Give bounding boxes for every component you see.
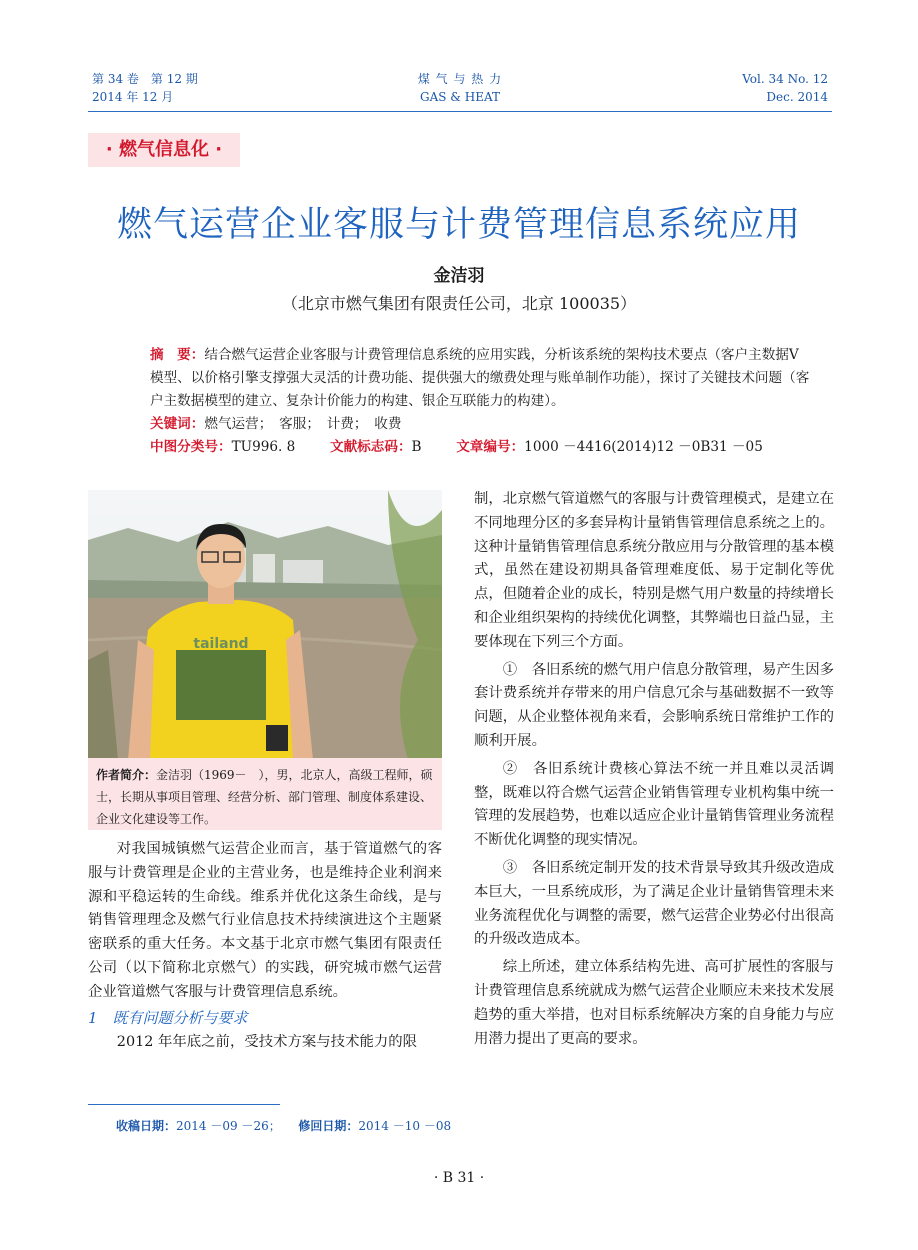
journal-volume-issue (92, 70, 198, 106)
journal-name-en: GAS & HEAT (419, 90, 501, 104)
issue-date: 2014 年 12 月 (92, 90, 174, 104)
section1-paragraph-start: 2012 年年底之前，受技术方案与技术能力的限 (116, 1033, 418, 1050)
bio-text: 金洁羽（1969－ ），男，北京人，高级工程师，硕士，长期从事项目管理、经营分析、部门管理、制度体系建设、企业文化建设等工作。 (96, 768, 433, 826)
journal-name (380, 70, 540, 106)
dates-footnote (116, 1117, 451, 1135)
classification-line (150, 436, 810, 459)
author-photo (88, 490, 442, 760)
keywords-label: 关键词： (150, 416, 205, 432)
author-bio (88, 758, 442, 830)
doc-code-value: B (411, 439, 422, 455)
received-date: 2014 －09 －26； (176, 1119, 281, 1133)
journal-name-cn: 煤 气 与 热 力 (417, 72, 503, 86)
article-no-value: 1000 －4416(2014)12 －0B31 －05 (524, 439, 763, 455)
revised-date: 2014 －10 －08 (358, 1119, 452, 1133)
summary-paragraph: 综上所述，建立体系结构先进、高可扩展性的客服与计费管理信息系统就成为燃气运营企业顺应未来技术发展趋势的重大举措，也对目标系统解决方案的自身能力与应用潜力提出了更高的要求。 (474, 959, 834, 1047)
problem-point-1: ① 各旧系统的燃气用户信息分散管理，易产生因多套计费系统并存带来的用户信息冗余与基础数据不一致等问题，从企业整体视角来看，会影响系统日常维护工作的顺利开展。 (474, 661, 834, 749)
received-label: 收稿日期： (116, 1119, 177, 1133)
keywords-text: 燃气运营； 客服； 计费； 收费 (204, 416, 402, 432)
column-label: · 燃气信息化 · (88, 133, 240, 167)
abstract (150, 344, 810, 413)
author-name: 金洁羽 (433, 266, 485, 286)
problem-point-3: ③ 各旧系统定制开发的技术背景导致其升级改造成本巨大，一旦系统成形，为了满足企业计量销售管理未来业务流程优化与调整的需要，燃气运营企业势必付出很高的升级改造成本。 (474, 859, 834, 948)
page-number: · B 31 · (433, 1170, 485, 1186)
issue-date-en: Dec. 2014 (766, 90, 828, 104)
section1-paragraph-continued: 制，北京燃气管道燃气的客服与计费管理模式，是建立在不同地理分区的多套异构计量销售管理信息系统之上的。这种计量销售管理信息系统分散应用与分散管理的基本模式，虽然在建设初期具备管理难度低、易于定制化等优点，但随着企业的成长，特别是燃气用户数量的持续增长和企业组织架构的持续优化调整，其弊端也日益凸显，主要体现在下列三个方面。 (474, 491, 834, 650)
svg-text:tailand: tailand (193, 636, 249, 652)
abstract-block (150, 344, 810, 459)
keywords (150, 413, 810, 436)
volume-issue: 第 34 卷 第 12 期 (92, 72, 198, 86)
journal-volume-en (690, 70, 828, 106)
problem-point-2: ② 各旧系统计费核心算法不统一并且难以灵活调整，既难以符合燃气运营企业销售管理专业机构集中统一管理的发展趋势，也难以适应企业计量销售管理业务流程不断优化调整的现实情况。 (474, 760, 834, 849)
header-rule (88, 111, 832, 112)
article-no-label: 文章编号： (456, 439, 525, 455)
clc-value: TU996. 8 (231, 439, 296, 455)
intro-paragraph: 对我国城镇燃气运营企业而言，基于管道燃气的客服与计费管理是企业的主营业务，也是维持企业利润来源和平稳运转的生命线。维系并优化这条生命线，是与销售管理理念及燃气行业信息技术持续演进这个主题紧密联系的重大任务。本文基于北京市燃气集团有限责任公司（以下简称北京燃气）的实践，研究城市燃气运营企业管道燃气客服与计费管理信息系统。 (88, 841, 442, 1000)
article-title: 燃气运营企业客服与计费管理信息系统应用 (116, 205, 801, 245)
doc-code-label: 文献标志码： (329, 439, 412, 455)
author-photo-illustration (88, 490, 442, 760)
volume-issue-en: Vol. 34 No. 12 (742, 72, 828, 86)
footnote-rule (88, 1104, 280, 1105)
abstract-text: 结合燃气运营企业客服与计费管理信息系统的应用实践，分析该系统的架构技术要点（客户主数据Ⅴ模型、以价格引擎支撑强大灵活的计费功能、提供强大的缴费处理与账单制作功能），探讨了关键技术问题（客户主数据模型的建立、复杂计价能力的构建、银企互联能力的构建）。 (150, 347, 810, 409)
clc-label: 中图分类号： (150, 439, 232, 455)
body-left-column (88, 838, 442, 1054)
bio-label: 作者简介： (96, 768, 157, 782)
author-affiliation: （北京市燃气集团有限责任公司，北京 100035） (281, 294, 637, 313)
abstract-label: 摘 要： (150, 347, 205, 363)
revised-label: 修回日期： (298, 1119, 359, 1133)
body-right-column (474, 488, 834, 1051)
section-heading: 1 既有问题分析与要求 (88, 1008, 248, 1027)
